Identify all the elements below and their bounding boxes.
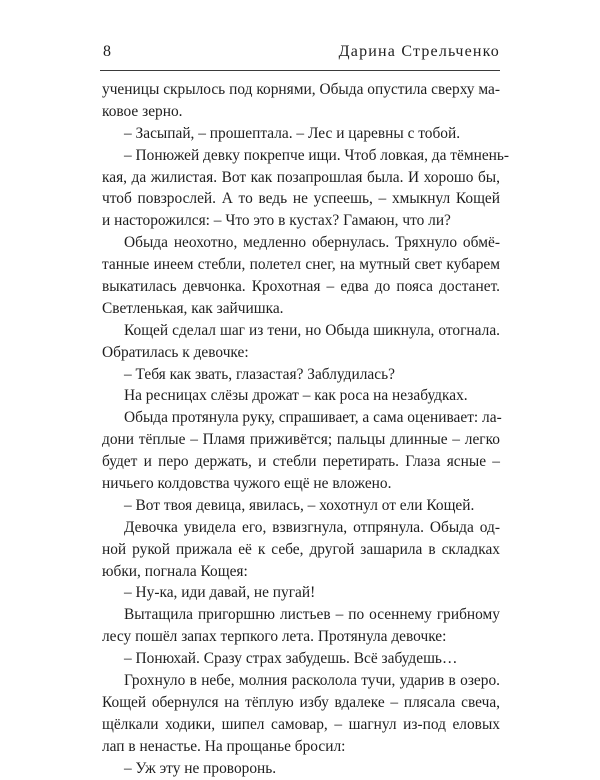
text-line: ничьего колдовства чужого ещё не вложено.	[102, 475, 392, 493]
text-line: Обратилась к девочке:	[102, 343, 249, 361]
page-number: 8	[103, 43, 111, 60]
text-line: Вытащила пригоршню листьев – по осеннему грибному	[124, 606, 500, 624]
text-line: ученицы скрылось под корнями, Обыда опустила сверху ма-	[102, 81, 500, 98]
text-line: На ресницах слёзы дрожат – как роса на незабудках.	[124, 387, 468, 405]
text-line: Кощей сделал шаг из тени, но Обыда шикнула, отогнала.	[124, 321, 500, 339]
running-head-author: Дарина Стрельченко	[338, 43, 500, 60]
text-line: щёлкали ходики, шипел самовар, – шагнул из-под еловых	[102, 715, 500, 733]
text-line: и насторожился: – Что это в кустах? Гамаюн, что ли?	[102, 212, 451, 230]
body-text	[102, 79, 510, 780]
text-line: дони тёплые – Пламя приживётся; пальцы длинные – легко	[102, 431, 500, 449]
text-line: будет и перо держать, и стебли перетирать. Глаза ясные –	[102, 453, 500, 471]
text-line: Светленькая, как зайчишка.	[102, 299, 284, 317]
header-rule	[100, 70, 500, 71]
text-line: юбки, погнала Кощея:	[102, 562, 248, 580]
text-line: – Уж эту не проворонь.	[124, 759, 277, 777]
text-line: – Ну-ка, иди давай, не пугай!	[124, 584, 316, 602]
text-line: чтоб повзрослей. А то ведь не успеешь, – хмыкнул Кощей	[102, 190, 500, 208]
text-line: – Понюжей девку покрепче ищи. Чтоб ловкая, да тёмнень-	[124, 146, 510, 164]
text-line: танные инеем стебли, полетел снег, на мутный свет кубарем	[102, 256, 500, 274]
text-line: ковое зерно.	[102, 102, 183, 120]
text-line: ной рукой прижала её к себе, другой зашарила в складках	[102, 540, 500, 558]
text-line: – Понюхай. Сразу страх забудешь. Всё забудешь…	[124, 650, 458, 668]
text-line: – Засыпай, – прошептала. – Лес и царевны с тобой.	[124, 124, 461, 142]
text-line: Грохнуло в небе, молния расколола тучи, ударив в озеро.	[124, 672, 500, 690]
text-line: – Вот твоя девица, явилась, – хохотнул от ели Кощей.	[124, 496, 475, 514]
text-line: лесу пошёл запах терпкого лета. Протянула девочке:	[102, 628, 447, 646]
text-line: Обыда неохотно, медленно обернулась. Тряхнуло обмё-	[124, 234, 500, 252]
text-line: – Тебя как звать, глазастая? Заблудилась?	[124, 365, 395, 383]
text-line: Девочка увидела его, взвизгнула, отпрянула. Обыда од-	[124, 518, 500, 536]
text-line: Обыда протянула руку, спрашивает, а сама оценивает: ла-	[124, 409, 502, 427]
text-line: Кощей обернулся на тёплую избу вдалеке – плясала свеча,	[102, 693, 500, 711]
text-line: выкатилась девчонка. Крохотная – едва до пояса достанет.	[102, 278, 500, 296]
text-line: лап в ненастье. На прощанье бросил:	[102, 737, 346, 755]
text-line: кая, да жилистая. Вот как позапрошлая была. И хорошо бы,	[102, 168, 500, 186]
